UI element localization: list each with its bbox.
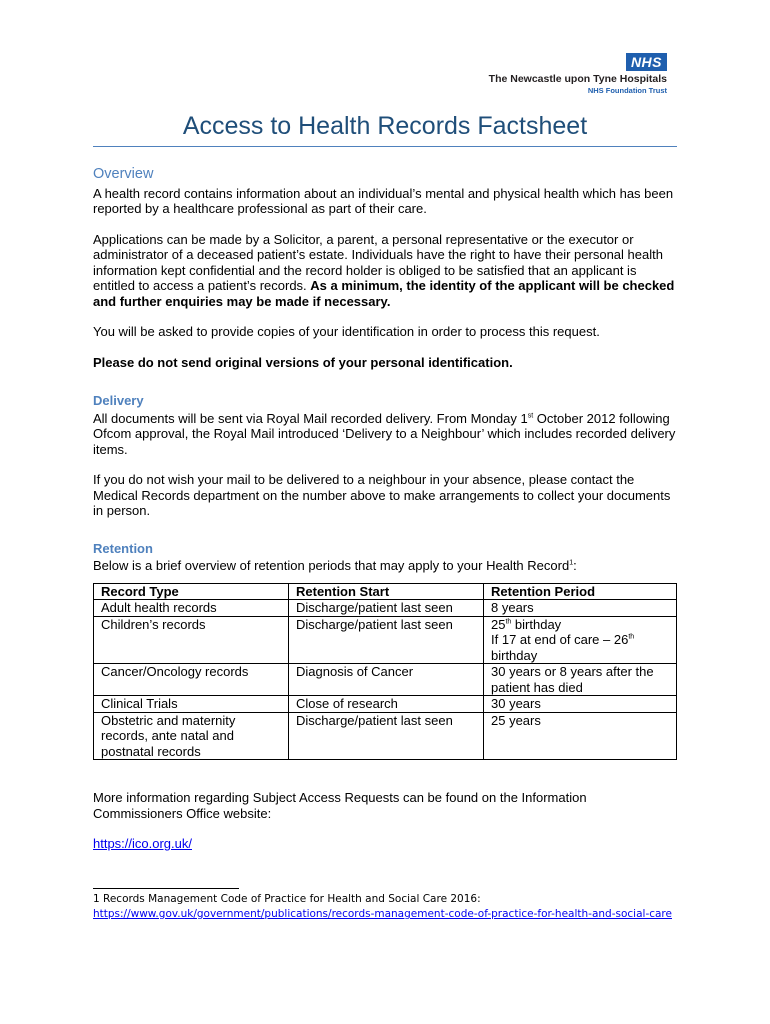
table-row <box>94 712 677 760</box>
overview-paragraph-3: You will be asked to provide copies of your identification in order to process this request. <box>93 324 600 339</box>
footnote-link[interactable]: https://www.gov.uk/government/publications/records-management-code-of-practice-for-health-and-social-care <box>93 908 672 920</box>
delivery-paragraph-1 <box>93 411 677 458</box>
period-part: If 17 at end of care – 26 <box>491 632 629 647</box>
delivery-paragraph-2: If you do not wish your mail to be delivered to a neighbour in your absence, please contact the Medical Records department on the number above to make arrangements to collect your documents in person. <box>93 472 671 518</box>
overview-paragraph-4 <box>93 355 677 371</box>
overview-p2-bold: As a minimum, the identity of the applicant will be checked and further enquiries may be made if necessary. <box>93 278 675 309</box>
overview-paragraph-1: A health record contains information about an individual’s mental and physical health which has been reported by a healthcare professional as part of their care. <box>93 185 674 216</box>
period-part: birthday <box>511 616 562 632</box>
period-part: 25 <box>491 616 506 632</box>
id-warning: Please do not send original versions of your personal identification. <box>93 354 513 370</box>
header-retention-period: Retention Period <box>484 583 677 600</box>
cell-type: Clinical Trials <box>94 696 289 713</box>
retention-intro-text: Below is a brief overview of retention periods that may apply to your Health Record <box>93 558 570 573</box>
cell-period: 8 years <box>484 600 677 617</box>
cell-start: Discharge/patient last seen <box>289 616 484 664</box>
footnote <box>93 892 683 922</box>
retention-heading: Retention <box>93 540 153 556</box>
period-sup: th <box>505 618 512 626</box>
overview-heading: Overview <box>93 166 154 182</box>
cell-type: Obstetric and maternity records, ante natal and postnatal records <box>94 712 289 760</box>
cell-start: Discharge/patient last seen <box>289 600 484 617</box>
retention-intro-end: : <box>573 558 577 573</box>
trust-subtitle: NHS Foundation Trust <box>587 86 667 95</box>
cell-period: 30 years or 8 years after the patient has died <box>484 664 677 696</box>
period-part: birthday <box>491 647 538 663</box>
document-body <box>93 167 677 867</box>
nhs-badge: NHS <box>626 53 667 71</box>
more-info-text: More information regarding Subject Access Requests can be found on the Information Commissioners Office website: <box>93 790 587 821</box>
retention-intro <box>93 558 677 574</box>
header-retention-start: Retention Start <box>289 583 484 600</box>
footnote-divider <box>93 888 239 889</box>
table-row <box>94 664 677 696</box>
cell-type: Cancer/Oncology records <box>94 664 289 696</box>
table-row <box>94 600 677 617</box>
more-info-link-line <box>93 836 677 852</box>
footnote-ref: 1 <box>569 559 574 567</box>
delivery-p1-sup: st <box>527 412 534 420</box>
trust-name: The Newcastle upon Tyne Hospitals <box>488 73 667 85</box>
ico-link[interactable]: https://ico.org.uk/ <box>93 836 192 851</box>
retention-table <box>93 583 677 761</box>
overview-p2-text: Applications can be made by a Solicitor, a parent, a personal representative or the executor or administrator of a deceased patient’s estate. Individuals have the right to have their personal health information kept confidential and the record holder is obliged to be satisfied that an applicant is entitled to access a patient’s records. <box>93 231 663 293</box>
footnote-text: 1 Records Management Code of Practice for Health and Social Care 2016: <box>93 893 481 905</box>
cell-start: Discharge/patient last seen <box>289 712 484 760</box>
delivery-p1-a: All documents will be sent via Royal Mail recorded delivery. From Monday 1 <box>93 410 528 426</box>
cell-start: Close of research <box>289 696 484 713</box>
delivery-heading: Delivery <box>93 393 144 408</box>
header-record-type: Record Type <box>94 583 289 600</box>
period-sup: th <box>628 633 635 641</box>
page-title: Access to Health Records Factsheet <box>93 112 677 147</box>
cell-period: 30 years <box>484 696 677 713</box>
cell-type: Adult health records <box>94 600 289 617</box>
overview-paragraph-2 <box>93 232 677 310</box>
delivery-p1-b: October 2012 following Ofcom approval, the Royal Mail introduced ‘Delivery to a Neighbour’ which includes recorded delivery items. <box>93 410 676 457</box>
cell-period: 25 years <box>484 712 677 760</box>
cell-type: Children’s records <box>94 616 289 664</box>
cell-period <box>484 616 677 664</box>
cell-start: Diagnosis of Cancer <box>289 664 484 696</box>
table-row <box>94 696 677 713</box>
table-header-row <box>94 583 677 600</box>
table-row <box>94 616 677 664</box>
nhs-logo <box>489 53 667 95</box>
